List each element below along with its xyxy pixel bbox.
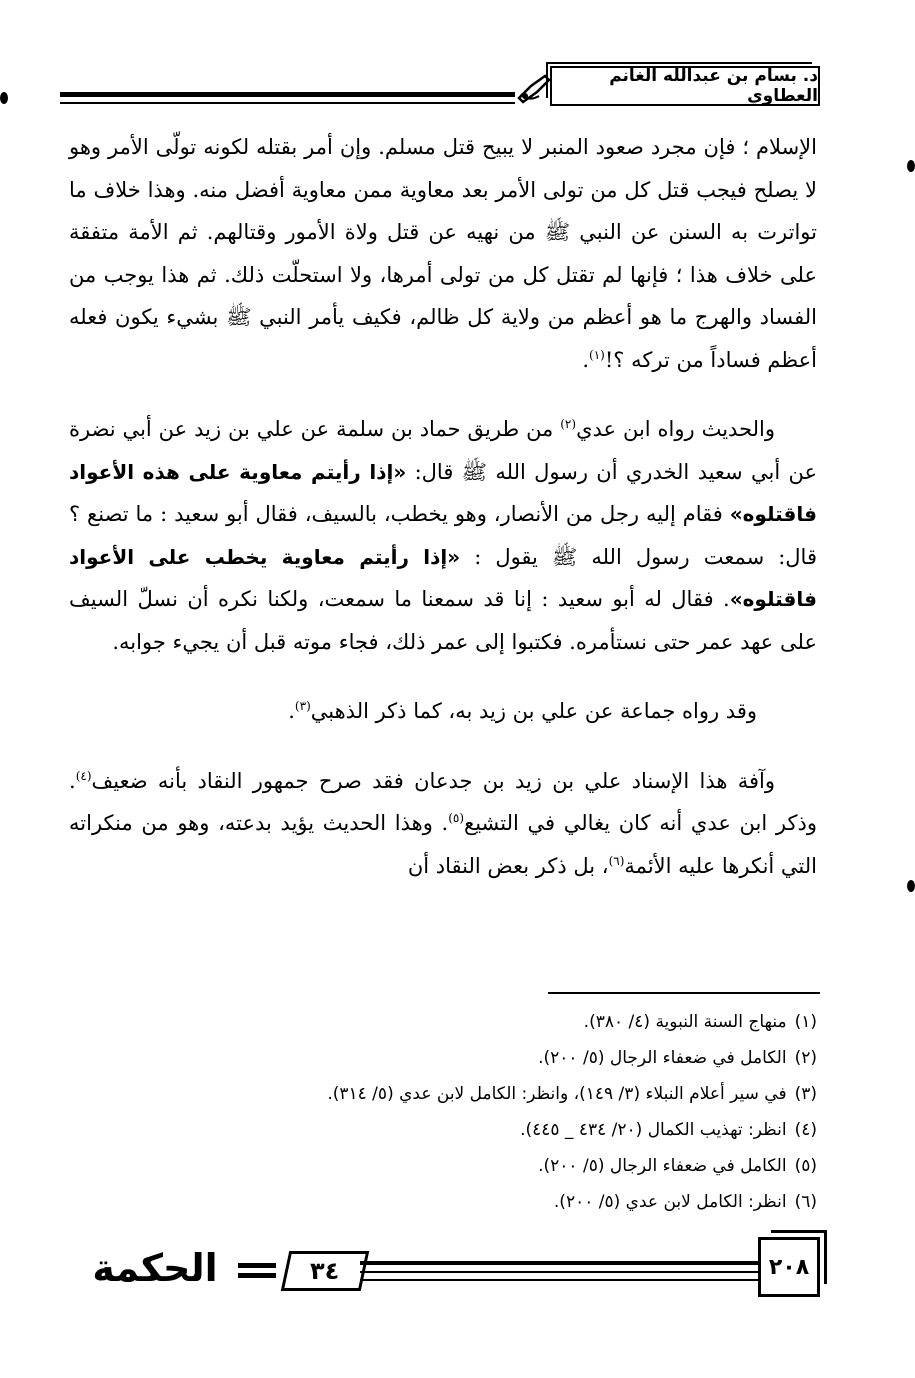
footnote-text: الكامل في ضعفاء الرجال (٥/ ٢٠٠). xyxy=(538,1156,787,1176)
footnote-item xyxy=(69,1076,817,1112)
issue-number-badge xyxy=(281,1251,370,1291)
running-header xyxy=(60,62,820,114)
paragraph-1 xyxy=(69,126,817,381)
footnote-item xyxy=(69,1184,817,1220)
footnote-ref[interactable]: (١) xyxy=(589,347,605,362)
header-rule-thin xyxy=(60,102,515,104)
footer-rule-thick xyxy=(360,1261,758,1265)
paragraph-text: ، بل ذكر بعض النقاد أن xyxy=(407,853,609,878)
main-text xyxy=(69,126,817,887)
footnote-ref[interactable]: (٣) xyxy=(294,699,311,713)
footnote-text: منهاج السنة النبوية (٤/ ٣٨٠). xyxy=(583,1012,787,1032)
paragraph-2 xyxy=(69,408,817,663)
footnote-separator xyxy=(548,992,820,994)
scan-edge-mark xyxy=(907,160,915,172)
page-footer xyxy=(80,1235,820,1305)
issue-number: ٣٤ xyxy=(310,1257,340,1285)
footnote-item xyxy=(69,1040,817,1076)
paragraph-text: . وذكر ابن عدي أنه كان يغالي في التشيع xyxy=(69,768,817,835)
paragraph-3 xyxy=(69,690,817,733)
paragraph-text: وقد رواه جماعة عن علي بن زيد به، كما ذكر الذهبي xyxy=(310,699,757,723)
footnote-item xyxy=(69,1004,817,1040)
author-name: د. بسام بن عبدالله الغانم العطاوي xyxy=(550,66,820,106)
header-rule-thick xyxy=(60,92,515,97)
footer-dash xyxy=(238,1273,276,1278)
hadith-quote: «إذا رأيتم معاوية يخطب على الأعواد فاقتلوه» xyxy=(69,544,817,611)
journal-logo: الحكمة xyxy=(92,1246,218,1290)
footnote-number: (٦) xyxy=(794,1192,817,1212)
footer-rule-thin xyxy=(360,1279,758,1281)
paragraph-text: فقام إليه رجل من الأنصار، وهو يخطب، بالسيف، فقال أبو سعيد : ما تصنع ؟ قال: سمعت رسول الله ﷺ يقول : xyxy=(69,502,817,569)
footnote-number: (٣) xyxy=(794,1084,817,1104)
footnote-text: انظر: الكامل لابن عدي (٥/ ٢٠٠). xyxy=(553,1192,787,1212)
footnote-list xyxy=(69,1004,817,1220)
footnote-number: (٤) xyxy=(794,1120,817,1140)
footnote-text: في سير أعلام النبلاء (٣/ ١٤٩)، وانظر: الكامل لابن عدي (٥/ ٣١٤). xyxy=(327,1084,787,1104)
paragraph-text: والحديث رواه ابن عدي xyxy=(576,417,776,441)
paragraph-end: . xyxy=(288,699,295,723)
paragraph-text: . وهذا الحديث يؤيد بدعته، وهو من منكراته التي أنكرها عليه الأئمة xyxy=(69,811,817,878)
footnote-number: (٥) xyxy=(794,1156,817,1176)
footnote-ref[interactable]: (٥) xyxy=(448,811,465,825)
paragraph-end: . xyxy=(582,347,590,372)
paragraph-text: الإسلام ؛ فإن مجرد صعود المنبر لا يبيح قتل مسلم. وإن أمر بقتله لكونه تولّى الأمر وهو لا يصلح فيجب قتل كل من تولى الأمر بعد معاوية ممن معاوية أفضل منه. وهذا خلاف ما تواترت به السنن عن النبي ﷺ من نهيه عن قتل ولاة الأمور وقتالهم. ثم الأمة متفقة على خلاف هذا ؛ فإنها لم تقتل كل من تولى أمرها، ولا استحلّت ذلك. ثم هذا يوجب من الفساد والهرج ما هو أعظم من ولاية كل ظالم، فكيف يأمر النبي ﷺ بشيء يكون فعله أعظم فساداً من تركه ؟! xyxy=(69,135,817,372)
paragraph-text: وآفة هذا الإسناد علي بن زيد بن جدعان فقد صرح جمهور النقاد بأنه ضعيف xyxy=(91,768,775,793)
footnote-text: انظر: تهذيب الكمال (٢٠/ ٤٣٤ _ ٤٤٥). xyxy=(520,1120,787,1140)
paragraph-text: من طريق حماد بن سلمة عن علي بن زيد عن أبي نضرة عن أبي سعيد الخدري أن رسول الله ﷺ قال: xyxy=(69,417,817,484)
pen-icon xyxy=(515,72,553,104)
footnote-number: (١) xyxy=(794,1012,817,1032)
footnote-ref[interactable]: (٢) xyxy=(560,417,577,431)
footer-rule-thin xyxy=(360,1271,758,1273)
footnote-item xyxy=(69,1148,817,1184)
scan-edge-mark xyxy=(0,92,8,104)
paragraph-4 xyxy=(69,760,817,888)
page-number: ٢٠٨ xyxy=(758,1237,820,1297)
footnote-ref[interactable]: (٤) xyxy=(75,768,92,783)
footnote-item xyxy=(69,1112,817,1148)
paragraph-text: . فقال له أبو سعيد : إنا قد سمعنا ما سمعت، ولكنا نكره أن نسلّ السيف على عهد عمر حتى نستأمره. فكتبوا إلى عمر ذلك، فجاء موته قبل أن يجيء جوابه. xyxy=(69,587,817,654)
footnote-ref[interactable]: (٦) xyxy=(608,853,625,868)
footnote-number: (٢) xyxy=(794,1048,817,1068)
footer-dash xyxy=(238,1263,276,1268)
scan-edge-mark xyxy=(907,880,915,892)
hadith-quote: «إذا رأيتم معاوية على هذه الأعواد فاقتلوه» xyxy=(69,459,817,526)
footnote-text: الكامل في ضعفاء الرجال (٥/ ٢٠٠). xyxy=(538,1048,787,1068)
